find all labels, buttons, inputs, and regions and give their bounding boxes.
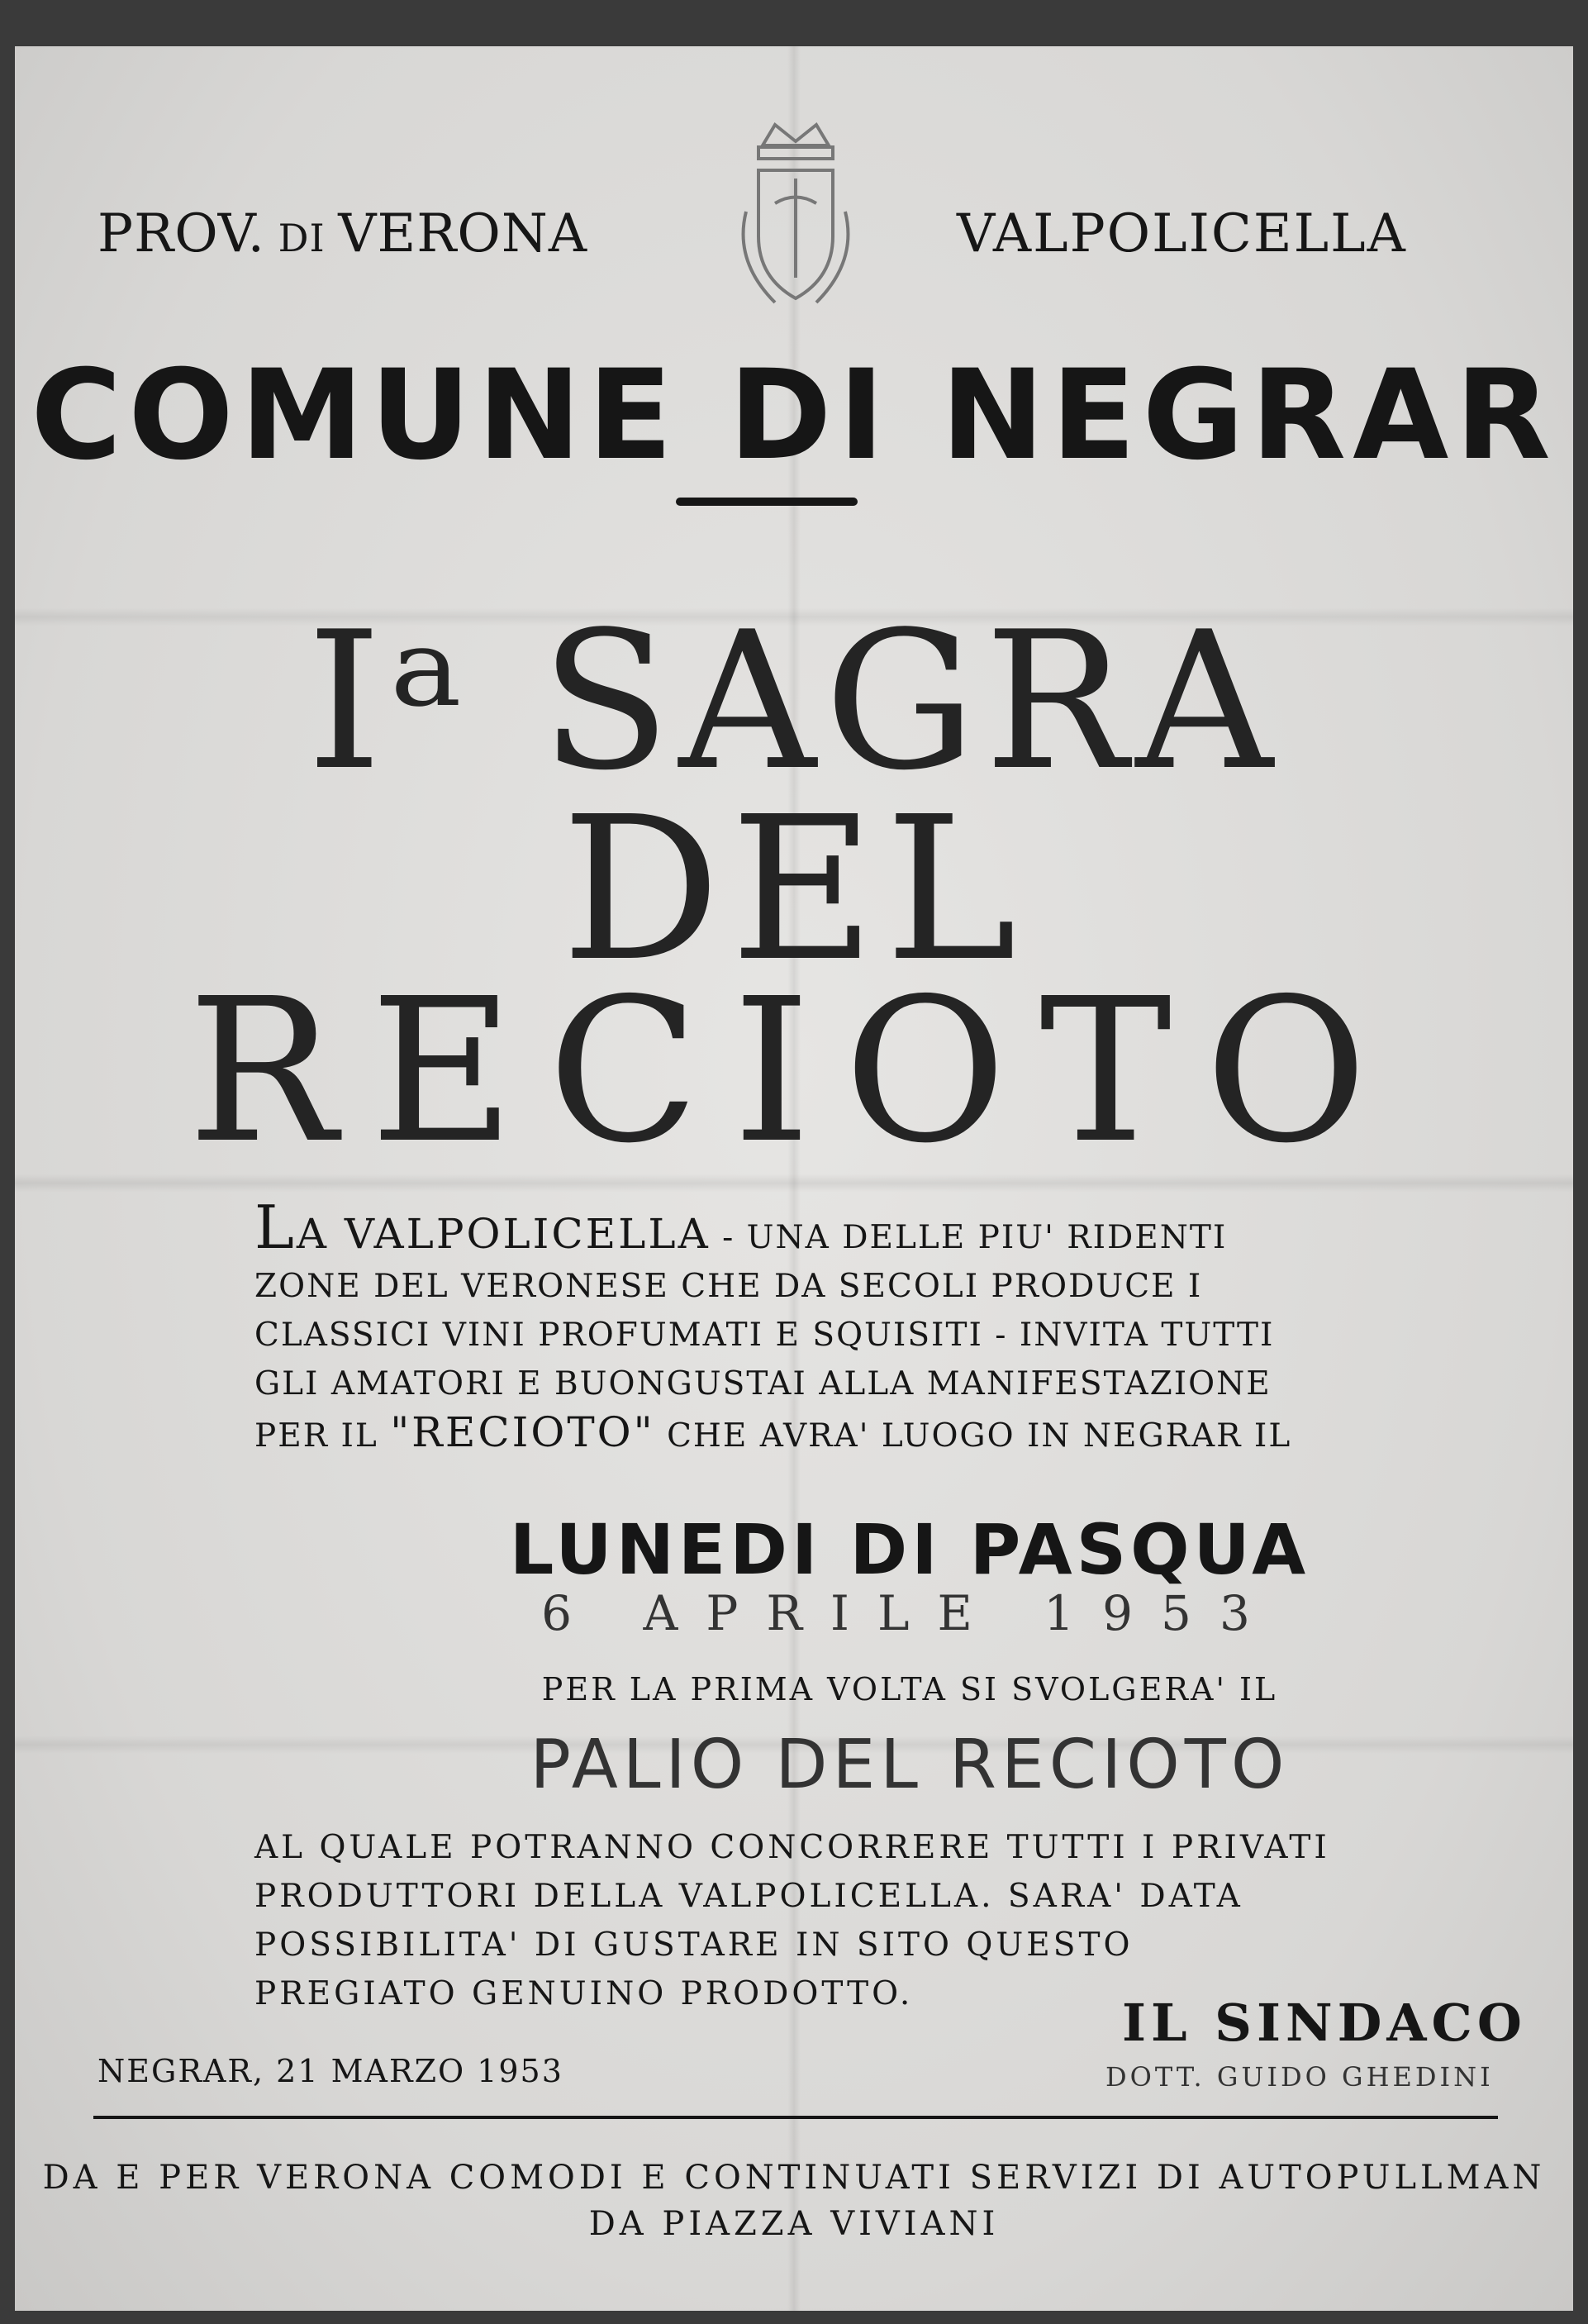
signatory-name: DOTT. GUIDO GHEDINI	[1105, 2061, 1494, 2093]
event-date: 6 APRILE 1953	[541, 1585, 1278, 1641]
event-palio: PALIO DEL RECIOTO	[530, 1726, 1290, 1804]
municipal-crest-icon	[725, 112, 866, 319]
province-label	[97, 203, 587, 264]
details-paragraph: AL QUALE POTRANNO CONCORRERE TUTTI I PRIVATI PRODUTTORI DELLA VALPOLICELLA. SARA' DATA POSSIBILITA' DI GUSTARE IN SITO QUESTO PREGIATO GENUINO PRODOTTO.	[254, 1829, 1330, 2012]
region-label: VALPOLICELLA	[957, 203, 1407, 264]
intro-paragraph	[254, 1193, 1345, 1460]
title-line-1: Iᵃ SAGRA	[307, 592, 1281, 812]
prov-di: DI	[264, 216, 339, 260]
intro-text: - UNA DELLE PIU' RIDENTI ZONE DEL VERONESE CHE DA SECOLI PRODUCE I CLASSICI VINI PROFUMATI E SQUISITI - INVITA TUTTI GLI AMATORI E BUONGUSTAI ALLA MANIFESTAZIONE PER IL	[254, 1219, 1275, 1455]
intro-text-end: CHE AVRA' LUOGO IN NEGRAR IL	[654, 1417, 1292, 1455]
event-first-time: PER LA PRIMA VOLTA SI SVOLGERA' IL	[541, 1671, 1278, 1707]
footer-divider	[93, 2116, 1498, 2119]
title-line-3: RECIOTO	[188, 955, 1400, 1187]
municipality-title: COMUNE DI NEGRAR	[31, 344, 1557, 488]
event-day: LUNEDI DI PASQUA	[509, 1509, 1310, 1590]
title-underline	[676, 498, 858, 506]
title-line-2: DEL	[561, 774, 1027, 1005]
intro-recioto: "RECIOTO"	[390, 1408, 655, 1456]
bus-service-line-2: DA PIAZZA VIVIANI	[588, 2205, 1000, 2243]
bus-service-line-1: DA E PER VERONA COMODI E CONTINUATI SERVIZI DI AUTOPULLMAN	[42, 2159, 1546, 2197]
place-date: NEGRAR, 21 MARZO 1953	[97, 2053, 563, 2089]
prov-city: VERONA	[338, 203, 588, 264]
signatory-title: IL SINDACO	[1122, 1993, 1527, 2053]
intro-drop-cap: L	[254, 1193, 297, 1262]
intro-lead: A VALPOLICELLA	[296, 1210, 711, 1258]
prov-abbrev: PROV.	[97, 203, 265, 264]
poster	[15, 46, 1573, 2311]
